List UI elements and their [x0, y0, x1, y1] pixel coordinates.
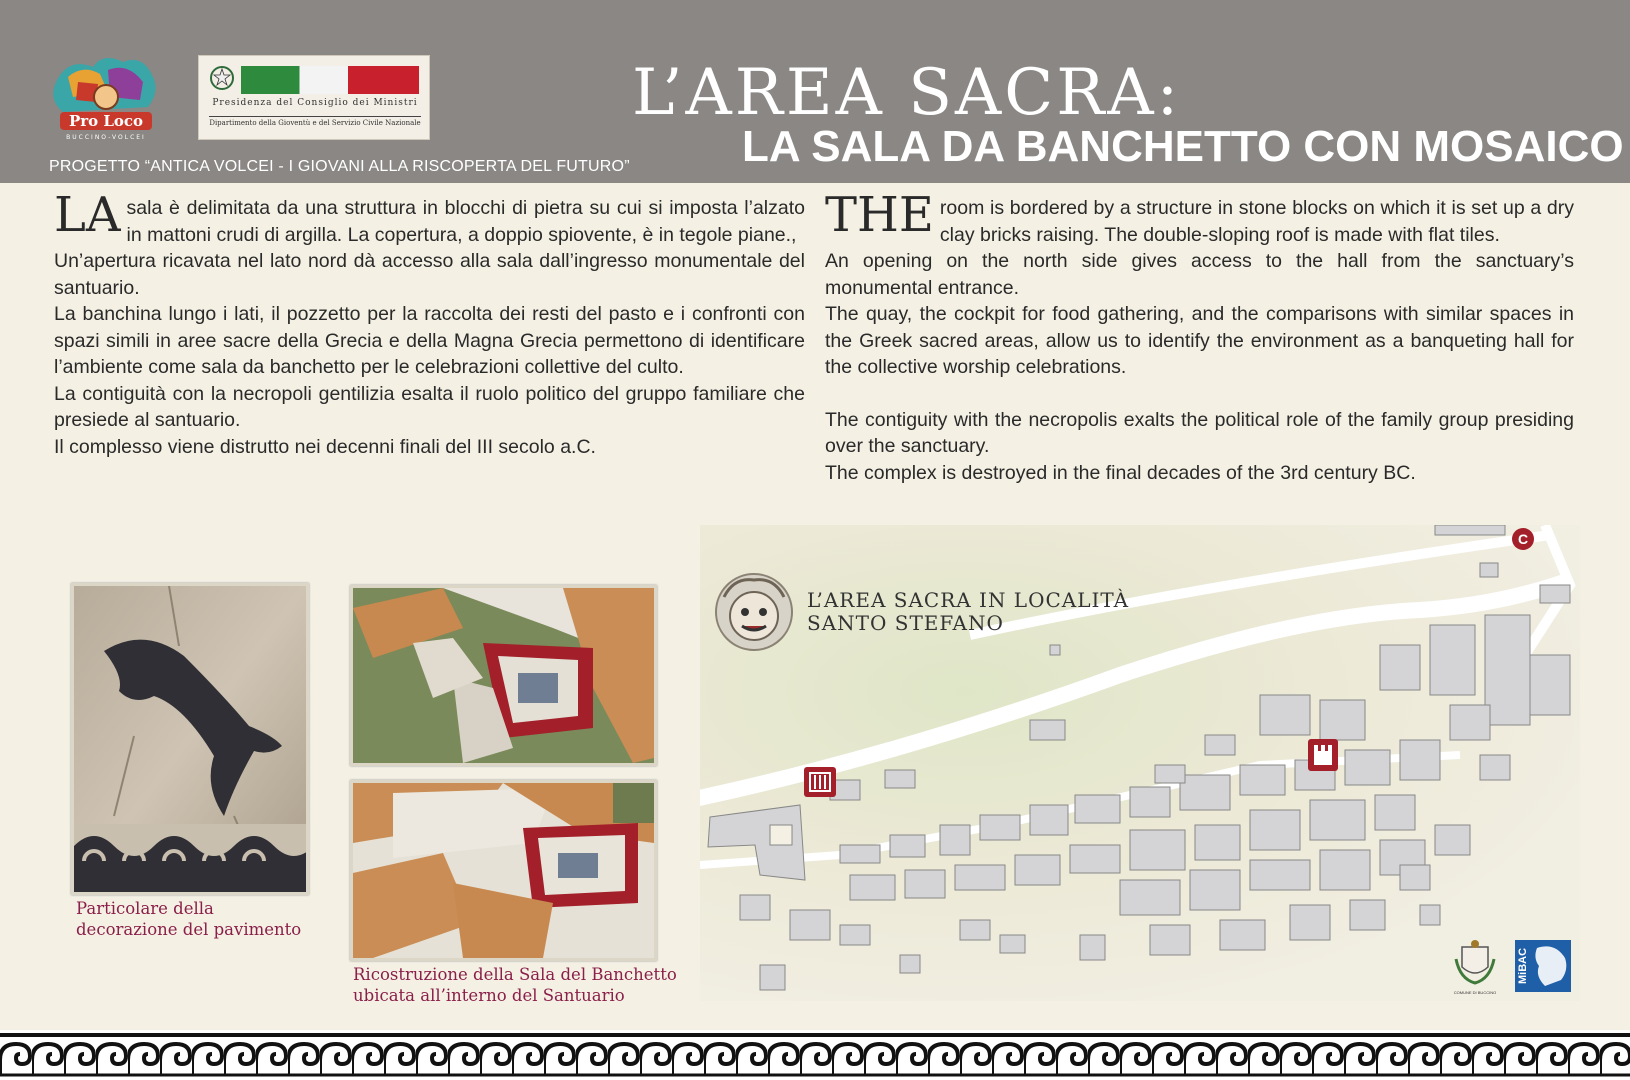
comune-label: COMUNE DI BUCCINO: [1453, 990, 1497, 995]
gov-presidenza-text: Presidenza del Consiglio dei Ministri: [212, 98, 418, 108]
english-dropcap: THE: [825, 187, 934, 243]
map-title-line1: L’AREA SACRA IN LOCALITÀ: [807, 588, 1130, 612]
italian-p4: La contiguità con la necropoli gentilizia esalta il ruolo politico del gruppo familiare che presiede al santuario.: [54, 382, 805, 431]
english-p1: room is bordered by a structure in stone blocks on which it is set up a dry clay bricks raising. The double-sloping roof is made with flat tiles.: [939, 197, 1574, 246]
gorgon-mask-icon: [714, 572, 794, 652]
italian-p5: Il complesso viene distrutto nei decenni finali del III secolo a.C.: [54, 435, 596, 458]
header-banner: [0, 0, 1630, 183]
proloco-logo: [48, 52, 163, 142]
gov-department-text: Dipartimento della Gioventù e del Servizio Civile Nazionale: [209, 116, 421, 127]
castle-marker-icon: [1308, 739, 1338, 771]
map-title: [807, 589, 1129, 635]
reconstruction-photo-top: [350, 585, 657, 766]
proloco-emblem-icon: [48, 52, 163, 142]
comune-coat-of-arms: [1450, 939, 1500, 997]
english-p4: The contiguity with the necropolis exalts the political role of the family group presiding over the sanctuary.: [825, 408, 1574, 457]
reconstruction-caption-line2: ubicata all’interno del Santuario: [353, 986, 625, 1005]
proloco-text: Pro Loco: [68, 112, 144, 130]
mosaic-caption-line1: Particolare della: [76, 899, 214, 918]
italian-text-column: [54, 187, 805, 460]
italian-p3: La banchina lungo i lati, il pozzetto per la raccolta dei resti del pasto e i confronti con spazi simili in aree sacre della Grecia e della Magna Grecia permettono di identificare l’ambiente come sala da banchetto per le celebrazioni collettive del culto.: [54, 303, 805, 378]
reconstruction-caption: [353, 964, 677, 1006]
english-p2: An opening on the north side gives access to the hall from the sanctuary’s monumental entrance.: [825, 250, 1574, 299]
mibac-logo: [1515, 940, 1571, 992]
site-map: [700, 525, 1580, 1001]
italian-dropcap: LA: [54, 187, 121, 243]
english-p3: The quay, the cockpit for food gathering, and the comparisons with similar spaces in the Greek sacred areas, allow us to identify the environment as a banqueting hall for the collective worship celebrations.: [825, 303, 1574, 378]
page-subtitle: LA SALA DA BANCHETTO CON MOSAICO: [742, 122, 1624, 171]
english-text-column: [825, 187, 1574, 486]
marker-c-icon: [1521, 525, 1523, 526]
greek-wave-border: [0, 1030, 1630, 1080]
reconstruction-caption-line1: Ricostruzione della Sala del Banchetto: [353, 965, 677, 984]
marker-c: [1512, 528, 1534, 550]
italian-flag: [241, 66, 419, 94]
english-paragraph: [825, 187, 1574, 248]
proloco-sub: BUCCINO-VOLCEI: [66, 134, 146, 141]
english-p5: The complex is destroyed in the final decades of the 3rd century BC.: [825, 461, 1416, 484]
museum-marker-icon: [804, 767, 836, 797]
wave-pattern-icon: [0, 1030, 1630, 1080]
italian-republic-emblem-icon: [209, 64, 235, 94]
coat-of-arms-icon: [1450, 939, 1500, 985]
paragraph-gap: [825, 381, 1574, 407]
italian-p1: sala è delimitata da una struttura in blocchi di pietra su cui si imposta l’alzato in mattoni crudi di argilla. La copertura, a doppio spiovente, è in tegole piane.,: [126, 197, 805, 246]
mibac-label: MiBAC: [1517, 947, 1530, 985]
marker-c-label: C: [1517, 531, 1529, 547]
italian-p2: Un’apertura ricavata nel lato nord dà accesso alla sala dall’ingresso monumentale del santuario.: [54, 250, 805, 299]
mosaic-caption: [76, 898, 301, 940]
project-name: PROGETTO “ANTICA VOLCEI - I GIOVANI ALLA RISCOPERTA DEL FUTURO”: [49, 158, 630, 175]
page-title: L’AREA SACRA:: [632, 56, 1182, 130]
map-title-line2: SANTO STEFANO: [807, 611, 1004, 635]
mosaic-dolphin-photo: [71, 583, 309, 895]
government-badge: [198, 55, 430, 140]
mosaic-caption-line2: decorazione del pavimento: [76, 920, 302, 939]
reconstruction-photo-bottom: [350, 780, 657, 961]
italian-paragraph: [54, 187, 805, 248]
